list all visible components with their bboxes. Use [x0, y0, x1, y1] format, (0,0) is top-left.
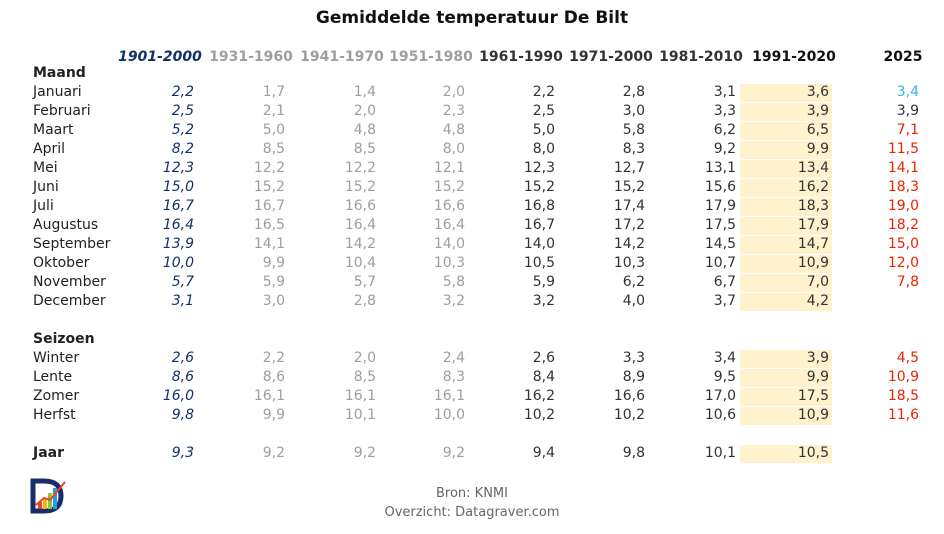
column-header: 1941-1970 — [300, 49, 384, 65]
table-cell: 9,8 — [622, 445, 645, 461]
column-header: 1991-2020 — [752, 49, 836, 65]
row-label: November — [33, 274, 106, 290]
row-label: Juni — [33, 179, 59, 195]
table-cell: 10,1 — [344, 407, 376, 423]
table-cell: 5,0 — [262, 122, 285, 138]
table-cell: 4,8 — [442, 122, 465, 138]
table-cell: 2,5 — [532, 103, 555, 119]
table-cell: 9,8 — [171, 407, 194, 423]
table-cell: 10,5 — [797, 445, 829, 461]
table-cell: 9,5 — [713, 369, 736, 385]
row-label: Herfst — [33, 407, 76, 423]
table-cell: 5,9 — [262, 274, 285, 290]
table-cell: 16,7 — [162, 198, 194, 214]
source-text: Bron: KNMI — [436, 486, 508, 501]
table-cell: 8,5 — [353, 369, 376, 385]
table-cell: 10,9 — [797, 407, 829, 423]
table-cell: 15,0 — [887, 236, 919, 252]
table-cell: 14,0 — [523, 236, 555, 252]
table-cell: 6,5 — [806, 122, 829, 138]
table-cell: 4,5 — [896, 350, 919, 366]
table-cell: 10,5 — [523, 255, 555, 271]
table-cell: 9,9 — [806, 141, 829, 157]
table-cell: 9,2 — [713, 141, 736, 157]
table-cell: 17,9 — [704, 198, 736, 214]
table-cell: 18,5 — [887, 388, 919, 404]
table-cell: 12,2 — [253, 160, 285, 176]
table-cell: 9,9 — [262, 407, 285, 423]
table-cell: 19,0 — [887, 198, 919, 214]
table-cell: 14,7 — [797, 236, 829, 252]
table-cell: 5,9 — [532, 274, 555, 290]
table-cell: 13,4 — [797, 160, 829, 176]
column-header: 1961-1990 — [479, 49, 563, 65]
table-cell: 6,2 — [622, 274, 645, 290]
table-cell: 16,8 — [523, 198, 555, 214]
table-cell: 10,9 — [797, 255, 829, 271]
table-cell: 15,2 — [433, 179, 465, 195]
table-cell: 2,0 — [353, 103, 376, 119]
table-cell: 16,0 — [162, 388, 194, 404]
table-cell: 10,2 — [523, 407, 555, 423]
table-cell: 16,2 — [523, 388, 555, 404]
table-cell: 9,2 — [442, 445, 465, 461]
table-cell: 3,0 — [262, 293, 285, 309]
table-cell: 15,2 — [253, 179, 285, 195]
row-label: Zomer — [33, 388, 80, 404]
table-cell: 1,4 — [353, 84, 376, 100]
table-cell: 4,2 — [806, 293, 829, 309]
table-cell: 8,4 — [532, 369, 555, 385]
table-cell: 10,0 — [433, 407, 465, 423]
table-cell: 11,5 — [887, 141, 919, 157]
table-cell: 5,8 — [622, 122, 645, 138]
table-cell: 3,4 — [896, 84, 919, 100]
row-label: Januari — [33, 84, 82, 100]
table-cell: 16,4 — [433, 217, 465, 233]
table-cell: 15,2 — [344, 179, 376, 195]
credit-text: Overzicht: Datagraver.com — [384, 505, 560, 520]
table-cell: 5,0 — [532, 122, 555, 138]
table-cell: 14,5 — [704, 236, 736, 252]
table-cell: 16,6 — [344, 198, 376, 214]
column-header: 2025 — [883, 49, 923, 65]
table-cell: 12,3 — [523, 160, 555, 176]
table-cell: 16,5 — [253, 217, 285, 233]
column-header: 1971-2000 — [569, 49, 653, 65]
table-cell: 17,0 — [704, 388, 736, 404]
row-label: April — [33, 141, 65, 157]
row-label: December — [33, 293, 106, 309]
table-cell: 11,6 — [887, 407, 919, 423]
table-cell: 2,6 — [171, 350, 194, 366]
table-cell: 9,2 — [353, 445, 376, 461]
table-cell: 7,8 — [896, 274, 919, 290]
table-cell — [839, 444, 919, 463]
table-cell: 8,3 — [442, 369, 465, 385]
column-header: 1981-2010 — [659, 49, 743, 65]
table-cell: 3,0 — [622, 103, 645, 119]
table-cell: 2,2 — [171, 84, 194, 100]
table-cell: 12,3 — [162, 160, 194, 176]
table-cell: 8,2 — [171, 141, 194, 157]
table-cell: 3,4 — [713, 350, 736, 366]
table-cell: 8,5 — [262, 141, 285, 157]
table-cell: 7,1 — [896, 122, 919, 138]
table-cell: 10,7 — [704, 255, 736, 271]
table-cell: 10,6 — [704, 407, 736, 423]
table-cell: 10,4 — [344, 255, 376, 271]
table-cell: 17,5 — [704, 217, 736, 233]
table-cell: 15,2 — [523, 179, 555, 195]
table-cell: 3,9 — [806, 350, 829, 366]
table-cell: 8,9 — [622, 369, 645, 385]
column-header: 1951-1980 — [389, 49, 473, 65]
table-cell: 16,6 — [613, 388, 645, 404]
table-cell: 8,0 — [532, 141, 555, 157]
table-cell: 10,3 — [433, 255, 465, 271]
table-cell: 3,3 — [713, 103, 736, 119]
table-cell: 12,1 — [433, 160, 465, 176]
table-cell: 18,3 — [797, 198, 829, 214]
table-cell: 7,0 — [806, 274, 829, 290]
table-cell: 17,9 — [797, 217, 829, 233]
table-cell: 16,6 — [433, 198, 465, 214]
table-cell: 2,3 — [442, 103, 465, 119]
table-cell: 1,7 — [262, 84, 285, 100]
table-cell: 16,4 — [344, 217, 376, 233]
table-cell: 16,4 — [162, 217, 194, 233]
table-cell: 6,2 — [713, 122, 736, 138]
table-cell: 9,9 — [262, 255, 285, 271]
table-cell: 9,2 — [262, 445, 285, 461]
table-cell: 2,5 — [171, 103, 194, 119]
table-cell: 3,2 — [532, 293, 555, 309]
table-cell: 14,2 — [344, 236, 376, 252]
source-note — [0, 484, 944, 522]
section-label: Seizoen — [33, 331, 95, 347]
table-cell: 9,9 — [806, 369, 829, 385]
table-cell: 5,7 — [353, 274, 376, 290]
table-cell: 3,7 — [713, 293, 736, 309]
table-cell: 16,1 — [344, 388, 376, 404]
table-cell: 18,2 — [887, 217, 919, 233]
row-label: Juli — [33, 198, 54, 214]
table-cell: 17,2 — [613, 217, 645, 233]
row-label: Winter — [33, 350, 80, 366]
table-cell: 13,1 — [704, 160, 736, 176]
row-label: Jaar — [33, 445, 65, 461]
table-cell: 4,8 — [353, 122, 376, 138]
table-cell: 2,1 — [262, 103, 285, 119]
column-header: 1901-2000 — [118, 49, 202, 65]
row-label: Oktober — [33, 255, 90, 271]
table-cell: 16,1 — [433, 388, 465, 404]
table-cell: 2,8 — [353, 293, 376, 309]
column-header: 1931-1960 — [209, 49, 293, 65]
table-cell: 8,0 — [442, 141, 465, 157]
table-cell: 3,1 — [713, 84, 736, 100]
table-cell: 10,2 — [613, 407, 645, 423]
table-cell: 3,2 — [442, 293, 465, 309]
table-cell: 8,5 — [353, 141, 376, 157]
table-cell: 2,4 — [442, 350, 465, 366]
table-cell: 14,2 — [613, 236, 645, 252]
table-cell: 5,8 — [442, 274, 465, 290]
table-cell: 2,2 — [262, 350, 285, 366]
table-cell: 15,6 — [704, 179, 736, 195]
table-cell: 2,0 — [353, 350, 376, 366]
table-cell: 3,3 — [622, 350, 645, 366]
table-cell: 14,1 — [887, 160, 919, 176]
table-cell: 8,3 — [622, 141, 645, 157]
table-cell: 15,0 — [162, 179, 194, 195]
table-cell: 17,4 — [613, 198, 645, 214]
row-label: September — [33, 236, 111, 252]
table-cell: 10,3 — [613, 255, 645, 271]
table-cell: 16,2 — [797, 179, 829, 195]
row-label: Maart — [33, 122, 74, 138]
table-cell: 2,6 — [532, 350, 555, 366]
row-label: Lente — [33, 369, 73, 385]
table-cell: 8,6 — [171, 369, 194, 385]
table-cell: 12,0 — [887, 255, 919, 271]
table-cell: 8,6 — [262, 369, 285, 385]
table-cell: 10,0 — [162, 255, 194, 271]
table-cell: 18,3 — [887, 179, 919, 195]
row-label: Mei — [33, 160, 58, 176]
table-cell: 3,9 — [806, 103, 829, 119]
table-cell: 15,2 — [613, 179, 645, 195]
table-cell: 9,4 — [532, 445, 555, 461]
table-cell: 10,9 — [887, 369, 919, 385]
table-cell: 5,2 — [171, 122, 194, 138]
table-cell: 5,7 — [171, 274, 194, 290]
table-cell: 12,7 — [613, 160, 645, 176]
table-cell: 2,8 — [622, 84, 645, 100]
table-cell: 3,1 — [171, 293, 194, 309]
table-cell: 14,1 — [253, 236, 285, 252]
chart-title: Gemiddelde temperatuur De Bilt — [315, 8, 629, 28]
table-cell: 13,9 — [162, 236, 194, 252]
table-cell: 10,1 — [704, 445, 736, 461]
row-label: Augustus — [33, 217, 99, 233]
row-label: Februari — [33, 103, 91, 119]
table-cell: 12,2 — [344, 160, 376, 176]
table-cell: 16,7 — [253, 198, 285, 214]
table-cell: 17,5 — [797, 388, 829, 404]
table-cell: 2,0 — [442, 84, 465, 100]
table-cell: 14,0 — [433, 236, 465, 252]
table-cell — [839, 292, 919, 311]
table-cell: 16,1 — [253, 388, 285, 404]
table-cell: 2,2 — [532, 84, 555, 100]
table-cell: 6,7 — [713, 274, 736, 290]
table-cell: 9,3 — [171, 445, 194, 461]
section-label: Maand — [33, 65, 86, 81]
table-cell: 4,0 — [622, 293, 645, 309]
table-cell: 16,7 — [523, 217, 555, 233]
table-cell: 3,6 — [806, 84, 829, 100]
table-cell: 3,9 — [896, 103, 919, 119]
